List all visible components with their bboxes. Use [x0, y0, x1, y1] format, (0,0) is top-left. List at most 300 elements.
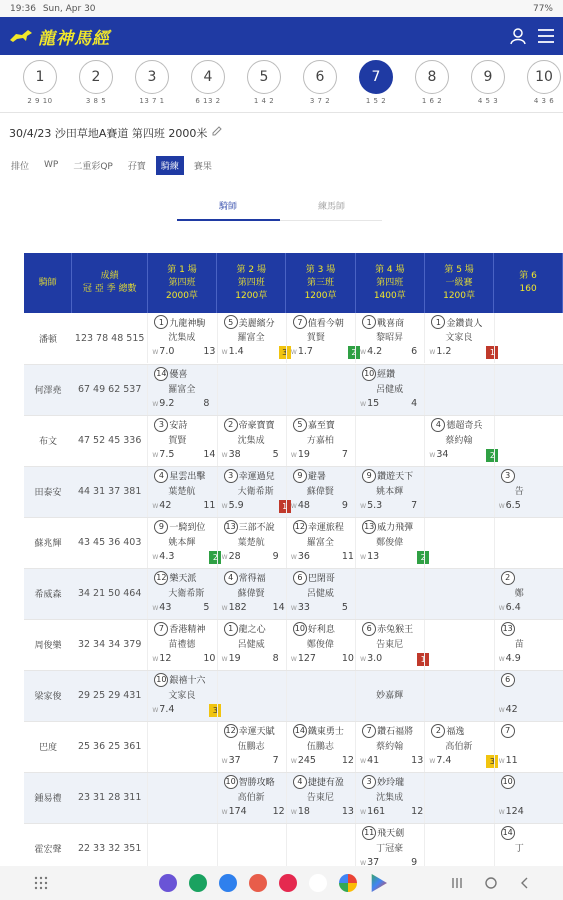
ride-entry[interactable]: [494, 773, 563, 823]
ride-entry[interactable]: [217, 467, 286, 517]
race-cell: [494, 364, 563, 415]
horse-name-row[interactable]: [431, 724, 464, 738]
jockey-name[interactable]: 蘇兆輝: [24, 517, 72, 568]
race-cell: [286, 568, 355, 619]
ride-entry[interactable]: [147, 467, 216, 517]
horse-name-row[interactable]: [293, 520, 344, 534]
barrier-draw: 13: [341, 805, 354, 817]
barrier-draw: 4: [411, 397, 418, 409]
ride-entry[interactable]: [355, 365, 424, 415]
odds: [429, 449, 448, 460]
race-item-8[interactable]: [404, 60, 460, 112]
ride-entry[interactable]: [217, 773, 286, 823]
horse-name-row[interactable]: [224, 315, 275, 329]
barrier-draw: 7: [272, 754, 279, 766]
horse-name: 赤兔猴王: [377, 625, 414, 635]
odds: [152, 704, 174, 715]
race-item-5[interactable]: [236, 60, 292, 112]
win-label: W: [152, 604, 159, 612]
race-cell: [147, 517, 216, 568]
horse-name: 德超奇兵: [446, 421, 483, 431]
trainer-name: 蘇偉賢: [237, 588, 265, 599]
barrier-draw: 14: [203, 448, 216, 460]
table-row: [24, 466, 563, 517]
ride-entry: [355, 416, 424, 466]
ride-entry[interactable]: [494, 824, 563, 867]
ride-entry[interactable]: [424, 416, 493, 466]
ride-entry[interactable]: [147, 518, 216, 568]
race-cell: [147, 772, 216, 823]
trainer-name: 鄭俊偉: [306, 639, 334, 650]
horse-name-row[interactable]: [293, 469, 326, 483]
trainer-name: 丁: [514, 843, 524, 854]
barrier-draw: 5: [272, 448, 279, 460]
horse-name-row[interactable]: [293, 571, 335, 585]
tab-4[interactable]: 騎練: [156, 156, 184, 175]
race-picks: 2 9 10: [27, 97, 53, 105]
ride-entry[interactable]: [147, 569, 216, 619]
win-label: W: [360, 553, 367, 561]
horse-number: 2: [501, 571, 515, 585]
barrier-draw: 7: [411, 499, 418, 511]
table-row: [24, 721, 563, 772]
race-cell: [494, 670, 563, 721]
horse-name-row[interactable]: [293, 724, 344, 738]
horse-number: 2: [431, 724, 445, 738]
horse-name: 避暑: [307, 472, 326, 482]
jockey-name[interactable]: 潘頓: [24, 313, 72, 364]
race-cell: [147, 364, 216, 415]
ride-entry[interactable]: [217, 518, 286, 568]
table-row: [24, 772, 563, 823]
horse-name-row[interactable]: [362, 469, 413, 483]
play-store-icon[interactable]: [369, 874, 387, 892]
horse-name-row[interactable]: [362, 724, 413, 738]
race-item-1[interactable]: [12, 60, 68, 112]
horse-name-row[interactable]: [501, 469, 515, 483]
horse-name-row[interactable]: [501, 775, 515, 789]
race-cell: [286, 619, 355, 670]
ride-entry[interactable]: [355, 467, 424, 517]
header-stats-label: 成績: [100, 271, 119, 281]
horse-name-row[interactable]: [293, 418, 335, 432]
race-cell: [286, 721, 355, 772]
trainer-name: 沈集成: [376, 792, 404, 803]
ride-entry[interactable]: [147, 416, 216, 466]
ride-entry[interactable]: [286, 416, 355, 466]
app-icon-2[interactable]: [189, 874, 207, 892]
win-label: W: [498, 655, 505, 663]
tab-1[interactable]: WP: [44, 160, 59, 170]
horse-name-row[interactable]: [224, 724, 275, 738]
ride-entry[interactable]: [217, 722, 286, 772]
app-logo[interactable]: [8, 24, 110, 49]
odds-value: 11: [505, 754, 518, 766]
horse-number: 10: [154, 673, 168, 687]
app-bar: [0, 17, 563, 55]
horse-name: 幸運過兒: [238, 472, 275, 482]
trainer-name: 苗: [514, 639, 524, 650]
horse-name-row[interactable]: [154, 315, 205, 329]
odds-value: 19: [228, 652, 241, 664]
odds-value: 9.2: [159, 397, 175, 409]
horse-name-row[interactable]: [154, 673, 205, 687]
odds-value: 3.0: [367, 652, 383, 664]
odds-value: 18: [297, 805, 310, 817]
odds-value: 1.4: [228, 346, 244, 357]
race-cell: [147, 568, 216, 619]
odds: [152, 551, 174, 562]
ride-entry: [217, 671, 286, 721]
ride-entry[interactable]: [494, 620, 563, 670]
race-cell: [424, 721, 493, 772]
horse-name: 帝豪寶寶: [238, 421, 275, 431]
header-race-line: 一級賽: [445, 277, 473, 288]
horse-name: 戰喜商: [377, 318, 405, 329]
jockey-name[interactable]: 鍾易禮: [24, 772, 72, 823]
barrier-draw: 13: [411, 754, 424, 766]
barrier-draw: 11: [341, 550, 354, 562]
horse-name-row[interactable]: [293, 315, 344, 329]
jockey-name[interactable]: 巴度: [24, 721, 72, 772]
odds-value: 5.9: [228, 499, 244, 511]
home-icon[interactable]: [484, 876, 498, 890]
horse-name-row[interactable]: [362, 622, 413, 636]
horse-name-row[interactable]: [362, 520, 413, 534]
horse-name-row[interactable]: [154, 622, 205, 636]
horse-name-row[interactable]: [224, 418, 275, 432]
horse-name: 九龍神駒: [169, 318, 206, 329]
header-race-4: [355, 253, 424, 313]
ride-entry[interactable]: [286, 569, 355, 619]
header-stats-sub: 冠 亞 季 總數: [82, 284, 137, 294]
tab-5[interactable]: 賽果: [193, 161, 212, 172]
ride-entry: [494, 365, 563, 415]
odds-value: 124: [505, 805, 524, 817]
horse-name-row[interactable]: [154, 571, 196, 585]
race-cell: [424, 619, 493, 670]
horse-name: 妙玲瓏: [377, 778, 405, 788]
race-cell: [494, 568, 563, 619]
horse-name-row[interactable]: [501, 724, 515, 738]
horse-name-row[interactable]: [224, 571, 266, 585]
result-badge: 3: [279, 346, 291, 359]
odds: [152, 449, 174, 460]
horse-name: 安詩: [169, 421, 188, 431]
recents-icon[interactable]: [450, 876, 464, 890]
ride-entry[interactable]: [147, 313, 216, 363]
tab-3[interactable]: 孖寶: [127, 161, 146, 172]
odds: [222, 346, 244, 357]
horse-name: 智勝攻略: [238, 778, 275, 788]
ride-entry[interactable]: [286, 620, 355, 670]
result-badge: 1: [417, 653, 429, 666]
race-cell: [147, 415, 216, 466]
app-icon-4[interactable]: [249, 874, 267, 892]
trainer-name: 呂健威: [237, 639, 265, 650]
race-number: 6: [303, 60, 337, 94]
horse-name-row[interactable]: [293, 775, 344, 789]
win-label: W: [429, 757, 436, 765]
horse-number: 6: [501, 673, 515, 687]
horse-number: 10: [362, 367, 376, 381]
win-label: W: [221, 451, 228, 459]
jockey-stats: 25 36 25 361: [72, 721, 147, 772]
horse-number: 14: [501, 826, 515, 840]
race-number: 5: [247, 60, 281, 94]
jockey-name[interactable]: 梁家俊: [24, 670, 72, 721]
horse-name-row[interactable]: [501, 826, 515, 840]
ride-entry[interactable]: [355, 518, 424, 568]
ride-entry[interactable]: [494, 671, 563, 721]
race-picks: 6 13 2: [195, 97, 221, 105]
horse-name-row[interactable]: [154, 520, 205, 534]
header-race-line: 第四班: [237, 277, 265, 288]
race-number: 10: [527, 60, 561, 94]
horse-name-row[interactable]: [431, 315, 482, 329]
jockey-table: [24, 253, 563, 866]
win-label: W: [221, 655, 228, 663]
horse-name: 值看今朝: [307, 318, 344, 329]
ride-entry: [494, 518, 563, 568]
horse-number: 7: [501, 724, 515, 738]
user-icon[interactable]: [509, 27, 527, 45]
odds-value: 37: [228, 754, 241, 766]
odds: [152, 602, 171, 613]
jockey-name[interactable]: 田泰安: [24, 466, 72, 517]
ride-entry[interactable]: [217, 416, 286, 466]
menu-icon[interactable]: [537, 28, 555, 44]
win-label: W: [360, 655, 367, 663]
trainer-name: 呂健威: [376, 384, 404, 395]
horse-name-row[interactable]: [362, 367, 395, 381]
horse-name-row[interactable]: [224, 622, 266, 636]
subtab-trainer[interactable]: 練馬師: [318, 202, 346, 212]
horse-name: 鐵東勇士: [307, 727, 344, 737]
horse-name-row[interactable]: [431, 418, 482, 432]
race-item-10[interactable]: [516, 60, 563, 112]
ride-entry[interactable]: [494, 722, 563, 772]
header-race-6: [494, 253, 563, 313]
odds-value: 42: [505, 703, 518, 715]
ride-entry[interactable]: [286, 467, 355, 517]
ride-entry: [217, 824, 286, 867]
race-picks: 4 3 6: [533, 97, 555, 105]
ride-entry[interactable]: [286, 313, 355, 363]
barrier-draw: 9: [272, 550, 279, 562]
odds: [360, 806, 385, 817]
race-item-2[interactable]: [68, 60, 124, 112]
jockey-name[interactable]: 周俊樂: [24, 619, 72, 670]
result-badge: 1: [279, 500, 291, 513]
race-cell: [424, 364, 493, 415]
ride-entry[interactable]: [424, 722, 493, 772]
horse-number: 6: [362, 622, 376, 636]
ride-entry[interactable]: [217, 569, 286, 619]
race-cell: [286, 517, 355, 568]
horse-name: 捷捷有盈: [307, 778, 344, 788]
ride-entry[interactable]: [217, 313, 286, 363]
ride-entry: [147, 722, 216, 772]
jockey-stats: 123 78 48 515: [72, 313, 147, 364]
trainer-name: 羅富全: [168, 384, 196, 395]
horse-name-row[interactable]: [293, 622, 335, 636]
jockey-name[interactable]: 布文: [24, 415, 72, 466]
ride-entry: [424, 518, 493, 568]
trainer-name: 方嘉柏: [306, 435, 334, 446]
horse-number: 9: [362, 469, 376, 483]
horse-name-row[interactable]: [362, 826, 404, 840]
odds: [222, 755, 241, 766]
ride-entry[interactable]: [355, 313, 424, 363]
win-label: W: [290, 655, 297, 663]
header-race-line: 第 1 場: [167, 264, 197, 275]
horse-number: 3: [154, 418, 168, 432]
win-label: W: [498, 502, 505, 510]
odds-value: 28: [228, 550, 241, 562]
race-item-9[interactable]: [460, 60, 516, 112]
result-badge: 3: [486, 755, 498, 768]
race-cell: [424, 670, 493, 721]
ride-entry[interactable]: [286, 518, 355, 568]
ride-entry[interactable]: [147, 671, 216, 721]
app-icon-1[interactable]: [159, 874, 177, 892]
horse-name-row[interactable]: [224, 469, 275, 483]
header-race-line: 1200草: [443, 290, 475, 301]
race-cell: [217, 823, 286, 866]
odds-value: 4.3: [159, 550, 175, 562]
odds-value: 38: [228, 448, 241, 460]
result-badge: 2: [417, 551, 429, 564]
odds-value: 6.5: [505, 499, 521, 511]
ride-entry: [424, 365, 493, 415]
back-icon[interactable]: [518, 876, 532, 890]
table-row: [24, 823, 563, 866]
ride-entry[interactable]: [217, 620, 286, 670]
chat-app-icon[interactable]: [219, 874, 237, 892]
ride-entry[interactable]: [424, 313, 493, 363]
odds: [499, 500, 521, 511]
horse-name-row[interactable]: [501, 571, 515, 585]
race-cell: [286, 313, 355, 364]
odds: [360, 500, 382, 511]
horse-name-row[interactable]: [154, 418, 187, 432]
horse-name: 鑽石福將: [377, 727, 414, 737]
ride-entry[interactable]: [286, 722, 355, 772]
race-number: 1: [23, 60, 57, 94]
odds: [499, 602, 521, 613]
horse-name: 常得福: [238, 574, 266, 584]
horse-name-row[interactable]: [154, 469, 205, 483]
tab-0[interactable]: 排位: [11, 161, 30, 172]
tab-2[interactable]: 二重彩QP: [73, 161, 113, 172]
status-bar: [0, 0, 563, 17]
ride-entry[interactable]: [355, 824, 424, 867]
race-picks: 4 5 3: [477, 97, 499, 105]
race-item-3[interactable]: [124, 60, 180, 112]
odds-value: 34: [436, 448, 449, 460]
jockey-name[interactable]: 希威森: [24, 568, 72, 619]
jockey-stats: 44 31 37 381: [72, 466, 147, 517]
jockey-name[interactable]: 何澤堯: [24, 364, 72, 415]
odds-value: 13: [367, 550, 380, 562]
jockey-stats: 47 52 45 336: [72, 415, 147, 466]
ride-entry[interactable]: [355, 722, 424, 772]
horse-name-row[interactable]: [501, 673, 515, 687]
odds: [360, 653, 382, 664]
ride-entry[interactable]: [494, 569, 563, 619]
race-item-7[interactable]: [348, 60, 404, 112]
odds: [429, 346, 451, 357]
trainer-name: 葉楚航: [168, 486, 196, 497]
odds-value: 127: [297, 652, 316, 664]
odds-value: 41: [367, 754, 380, 766]
result-badge: 2: [209, 551, 221, 564]
ride-entry[interactable]: [147, 365, 216, 415]
race-item-4[interactable]: [180, 60, 236, 112]
odds: [222, 551, 241, 562]
table-row: [24, 568, 563, 619]
horse-number: 14: [154, 367, 168, 381]
edit-icon[interactable]: [211, 125, 223, 137]
race-cell: [147, 313, 216, 364]
odds: [499, 806, 524, 817]
ride-entry[interactable]: [286, 773, 355, 823]
horse-name-row[interactable]: [224, 520, 275, 534]
pinwheel-app-icon[interactable]: [339, 874, 357, 892]
video-app-icon[interactable]: [279, 874, 297, 892]
race-item-6[interactable]: [292, 60, 348, 112]
horse-name-row[interactable]: [501, 622, 515, 636]
trainer-name: 蔡約翰: [445, 435, 473, 446]
ride-entry[interactable]: [494, 467, 563, 517]
race-cell: [217, 364, 286, 415]
header-race-5: [424, 253, 493, 313]
race-picks: 3 8 5: [85, 97, 107, 105]
win-label: W: [360, 808, 367, 816]
horse-name-row[interactable]: [362, 315, 404, 329]
odds-value: 7.4: [159, 703, 175, 715]
jockey-name[interactable]: 霍宏聲: [24, 823, 72, 866]
ride-entry[interactable]: [355, 671, 424, 721]
race-cell: [355, 313, 424, 364]
jockey-stats: 23 31 28 311: [72, 772, 147, 823]
ride-entry[interactable]: [147, 620, 216, 670]
horse-name-row[interactable]: [362, 775, 404, 789]
race-cell: [286, 670, 355, 721]
race-cell: [286, 364, 355, 415]
win-label: W: [498, 706, 505, 714]
race-cell: [355, 721, 424, 772]
ride-entry[interactable]: [355, 773, 424, 823]
subtab-jockey[interactable]: 騎師: [219, 202, 238, 212]
apps-grid-icon[interactable]: [34, 876, 48, 890]
win-label: W: [360, 502, 367, 510]
horse-name-row[interactable]: [224, 775, 275, 789]
ride-entry[interactable]: [355, 620, 424, 670]
odds: [222, 806, 247, 817]
trainer-name: 文家良: [168, 690, 196, 701]
trainer-name: 鄭俊偉: [376, 537, 404, 548]
header-race-line: 160: [519, 284, 537, 294]
barrier-draw: 12: [411, 805, 424, 817]
odds-value: 37: [367, 856, 380, 866]
horse-number: 10: [224, 775, 238, 789]
trainer-name: 苗禮德: [168, 639, 196, 650]
horse-name-row[interactable]: [154, 367, 187, 381]
odds: [291, 551, 310, 562]
subtab-indicator: [177, 219, 280, 221]
